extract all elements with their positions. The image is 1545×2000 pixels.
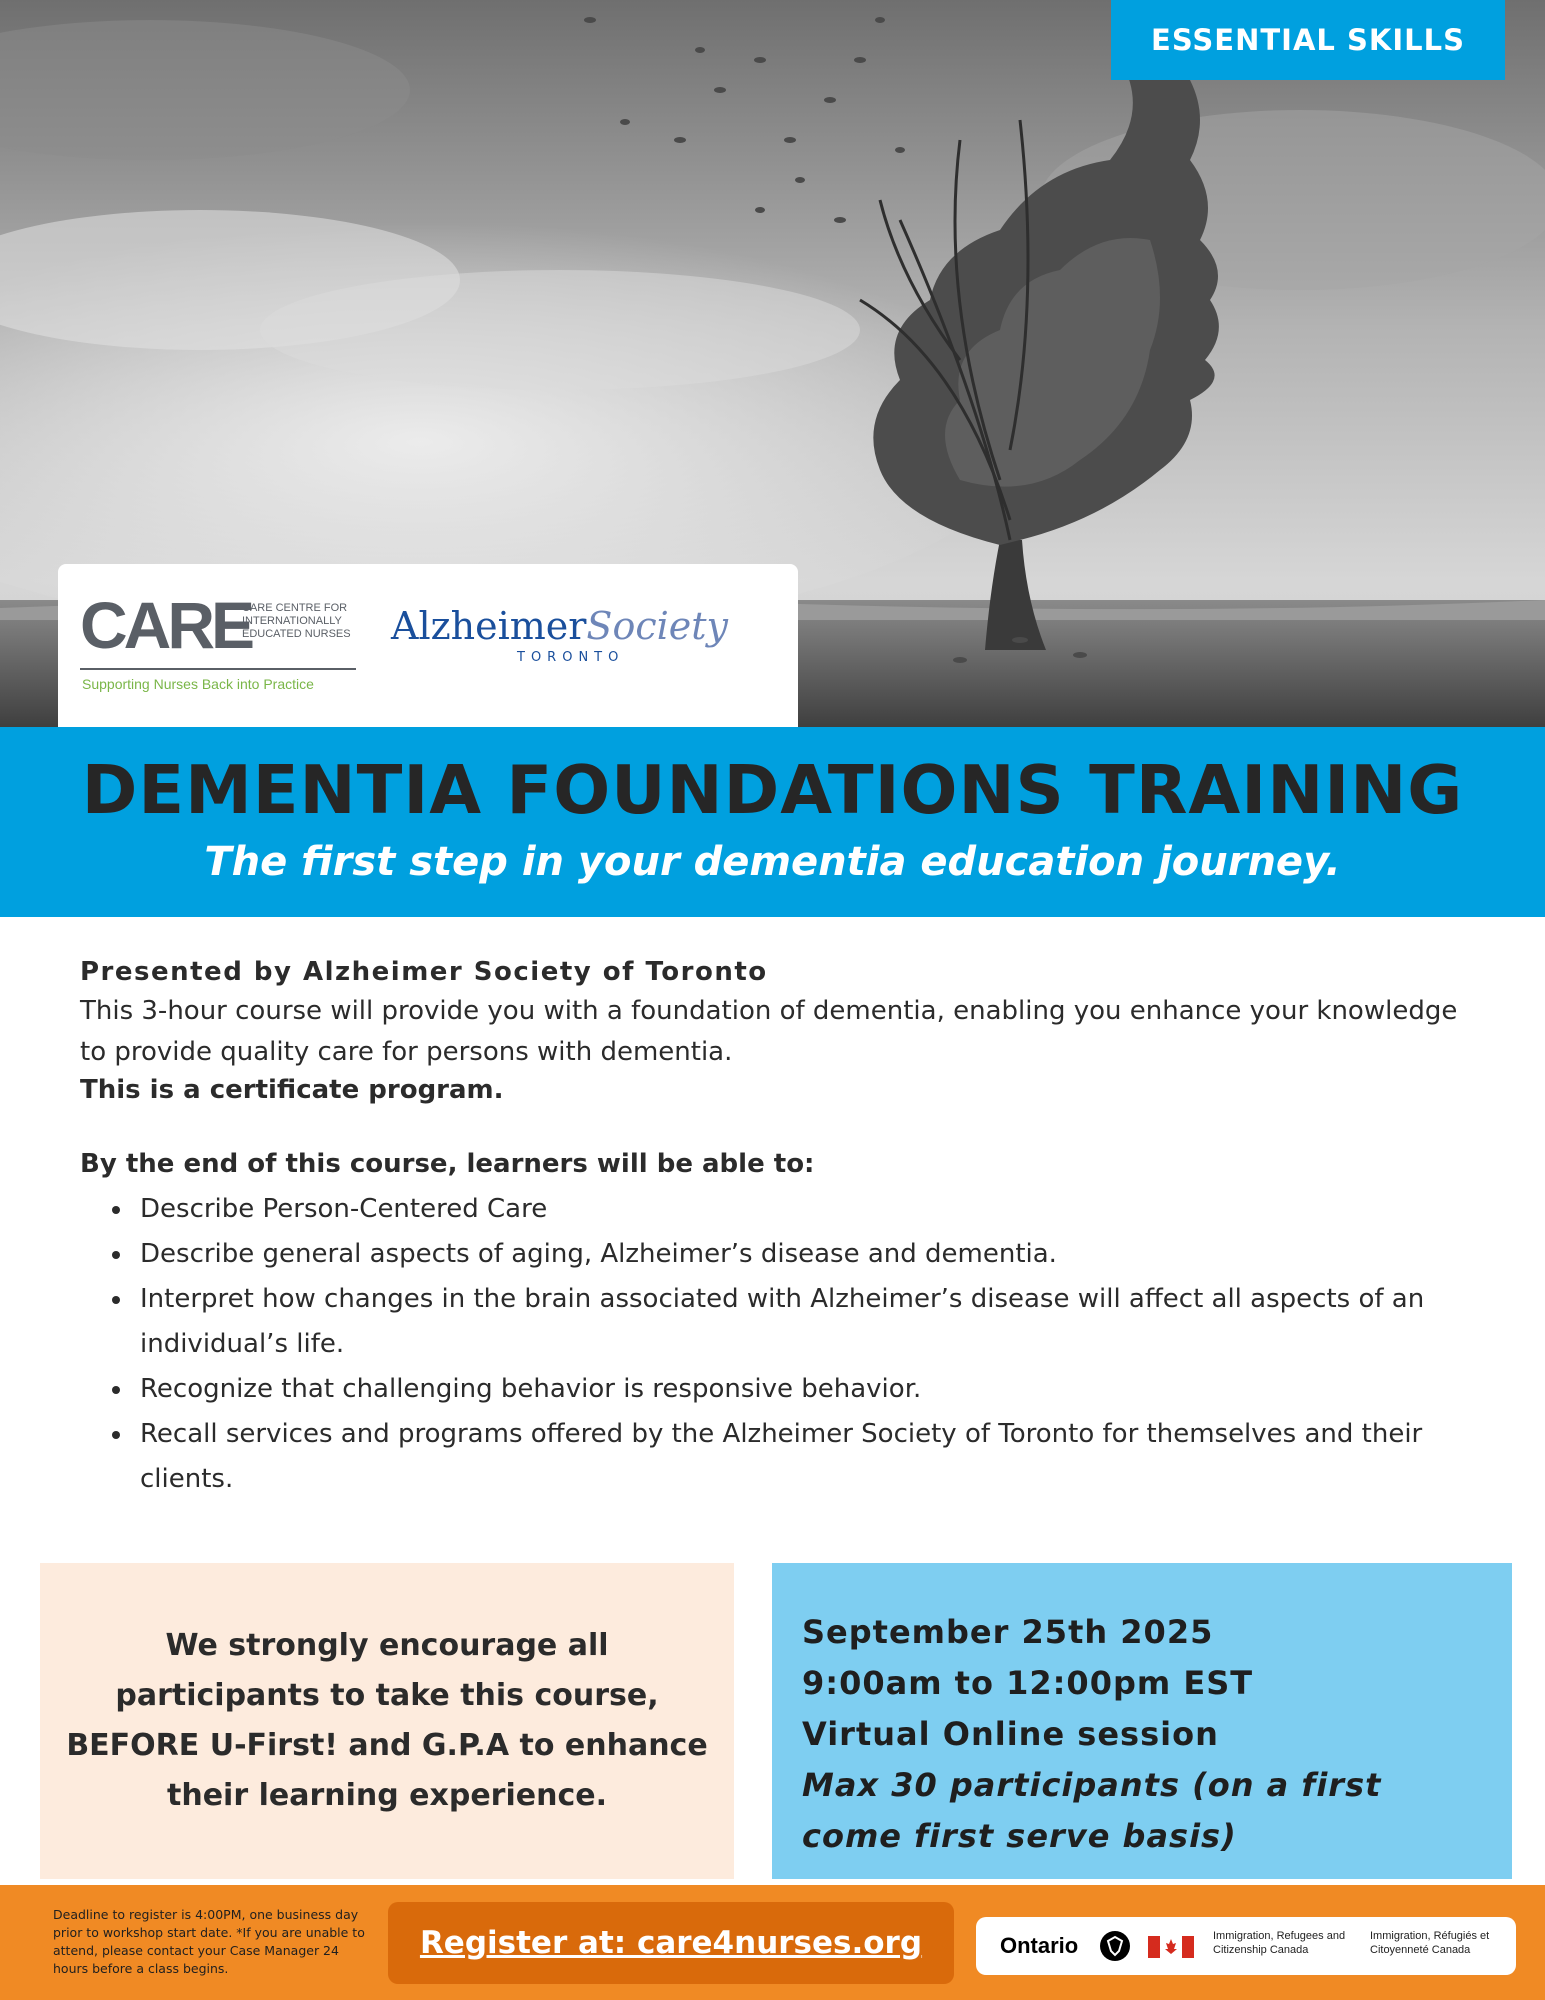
ontario-logo-text: Ontario <box>1000 1933 1079 1958</box>
page-subtitle: The first step in your dementia education journey. <box>204 839 1341 885</box>
hero-banner <box>0 0 1545 727</box>
session-capacity: Max 30 participants (on a first come first serve basis) <box>802 1766 1382 1855</box>
page-title: DEMENTIA FOUNDATIONS TRAINING <box>81 751 1464 829</box>
partner-logos <box>58 564 798 727</box>
list-item: • Recall services and programs offered by the Alzheimer Society of Toronto for themselves and their clients. <box>134 1412 1480 1502</box>
register-link[interactable]: Register at: care4nurses.org <box>388 1902 954 1984</box>
alz-logo-sub: TORONTO <box>517 650 625 665</box>
ontario-trillium-icon <box>1100 1931 1130 1961</box>
session-date: September 25th 2025 <box>802 1613 1214 1651</box>
certificate-note: This is a certificate program. <box>80 1075 504 1105</box>
care-logo-rule <box>80 668 356 670</box>
alz-logo-name-2: Society <box>586 604 728 648</box>
encourage-text: We strongly encourage all participants to take this course, BEFORE U-First! and G.P.A to enhance their learning experience. <box>66 1628 708 1813</box>
care-logo-fullname: CARE CENTRE FOR INTERNATIONALLY EDUCATED NURSES <box>242 602 351 640</box>
alzheimer-society-logo <box>391 604 791 665</box>
canada-flag-icon <box>1148 1936 1194 1958</box>
alz-logo-name-1: Alzheimer <box>391 604 587 648</box>
footer <box>0 1885 1545 2000</box>
session-details-box <box>772 1563 1512 1879</box>
course-description <box>80 957 1480 1502</box>
list-item: • Describe Person-Centered Care <box>134 1187 1480 1232</box>
care-logo-wordmark: CARE <box>80 588 252 662</box>
deadline-note: Deadline to register is 4:00PM, one business day prior to workshop start date. *If you are unable to attend, please contact your Case Manager 24 hours before a class begins. <box>53 1907 365 1976</box>
care-logo <box>80 588 380 702</box>
title-band <box>0 727 1545 917</box>
list-item: • Recognize that challenging behavior is responsive behavior. <box>134 1367 1480 1412</box>
ircc-french: Immigration, Réfugiés et Citoyenneté Canada <box>1370 1930 1490 1956</box>
description-text: This 3-hour course will provide you with a foundation of dementia, enabling you enhance your knowledge to provide quality care for persons with dementia. <box>80 996 1458 1067</box>
objectives-list <box>80 1187 1480 1502</box>
encourage-box <box>40 1563 734 1879</box>
presented-by: Presented by Alzheimer Society of Toronto <box>80 957 768 987</box>
objectives-heading: By the end of this course, learners will be able to: <box>80 1149 815 1179</box>
list-item: • Describe general aspects of aging, Alzheimer’s disease and dementia. <box>134 1232 1480 1277</box>
government-logos <box>976 1917 1516 1975</box>
session-time: 9:00am to 12:00pm EST <box>802 1664 1254 1702</box>
session-mode: Virtual Online session <box>802 1715 1219 1753</box>
care-logo-tagline: Supporting Nurses Back into Practice <box>82 676 314 692</box>
essential-skills-tag: ESSENTIAL SKILLS <box>1111 0 1505 80</box>
ircc-english: Immigration, Refugees and Citizenship Canada <box>1213 1930 1346 1956</box>
list-item: • Interpret how changes in the brain associated with Alzheimer’s disease will affect all aspects of an individual’s life. <box>134 1277 1480 1367</box>
